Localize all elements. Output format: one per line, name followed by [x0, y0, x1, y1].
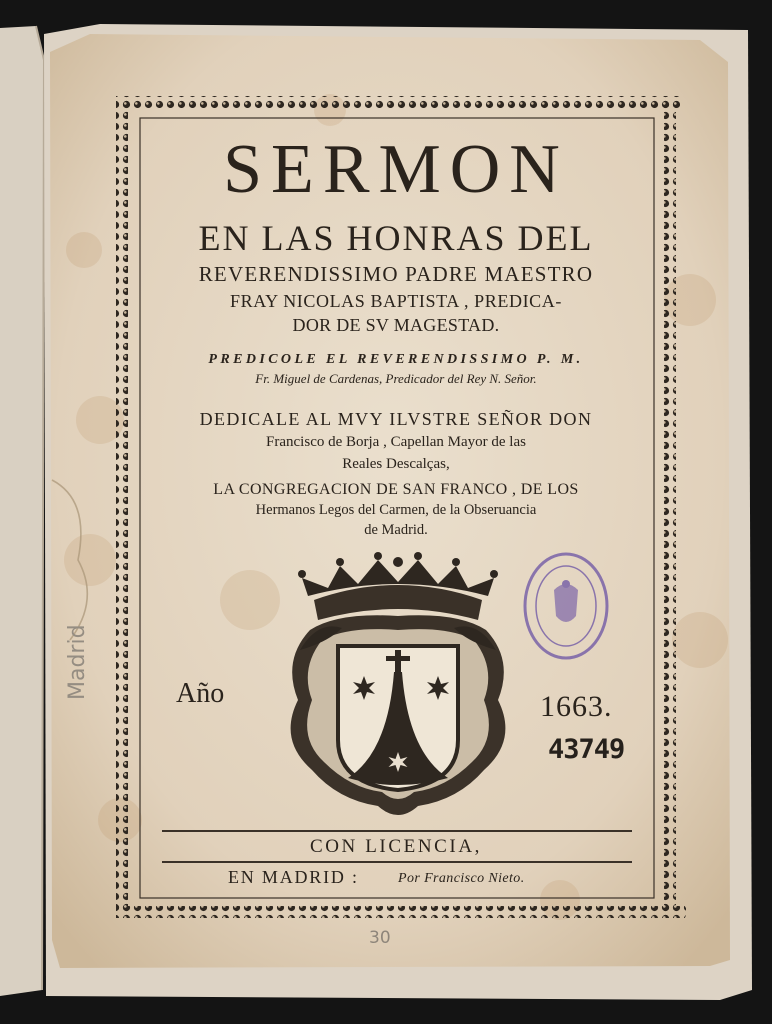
divider-rule	[162, 861, 632, 863]
pencil-margin-note: Madrid	[65, 624, 90, 700]
coat-of-arms-icon	[291, 552, 506, 815]
dedication-line: LA CONGREGACION DE SAN FRANCO , DE LOS	[213, 481, 579, 498]
subtitle-line: FRAY NICOLAS BAPTISTA , PREDICA-	[230, 291, 562, 311]
pencil-page-number: 30	[369, 928, 391, 948]
dedication-line: Reales Descalças,	[342, 456, 450, 472]
page-title: SERMON	[223, 131, 569, 208]
year-value: 1663.	[540, 690, 613, 723]
divider-rule	[162, 830, 632, 832]
dedication-line: DEDICALE AL MVY ILVSTRE SEÑOR DON	[199, 409, 593, 429]
flyleaf	[0, 26, 44, 996]
subtitle-line: EN LAS HONRAS DEL	[198, 218, 594, 258]
dedication-line: Hermanos Legos del Carmen, de la Obseruancia	[255, 502, 537, 518]
shelf-number: 43749	[548, 734, 625, 765]
preacher-line: PREDICOLE EL REVERENDISSIMO P. M.	[208, 352, 584, 367]
year-label: Año	[176, 678, 225, 709]
preacher-line: Fr. Miguel de Cardenas, Predicador del Rey N. Señor.	[255, 371, 537, 386]
dedication-line: Francisco de Borja , Capellan Mayor de las	[266, 434, 526, 450]
subtitle-line: DOR DE SV MAGESTAD.	[292, 315, 500, 335]
imprint-printer: Por Francisco Nieto.	[398, 871, 525, 886]
subtitle-line: REVERENDISSIMO PADRE MAESTRO	[198, 262, 594, 286]
imprint-place: EN MADRID :	[228, 867, 359, 887]
dedication-line: de Madrid.	[364, 522, 428, 538]
license-line: CON LICENCIA,	[309, 836, 483, 857]
